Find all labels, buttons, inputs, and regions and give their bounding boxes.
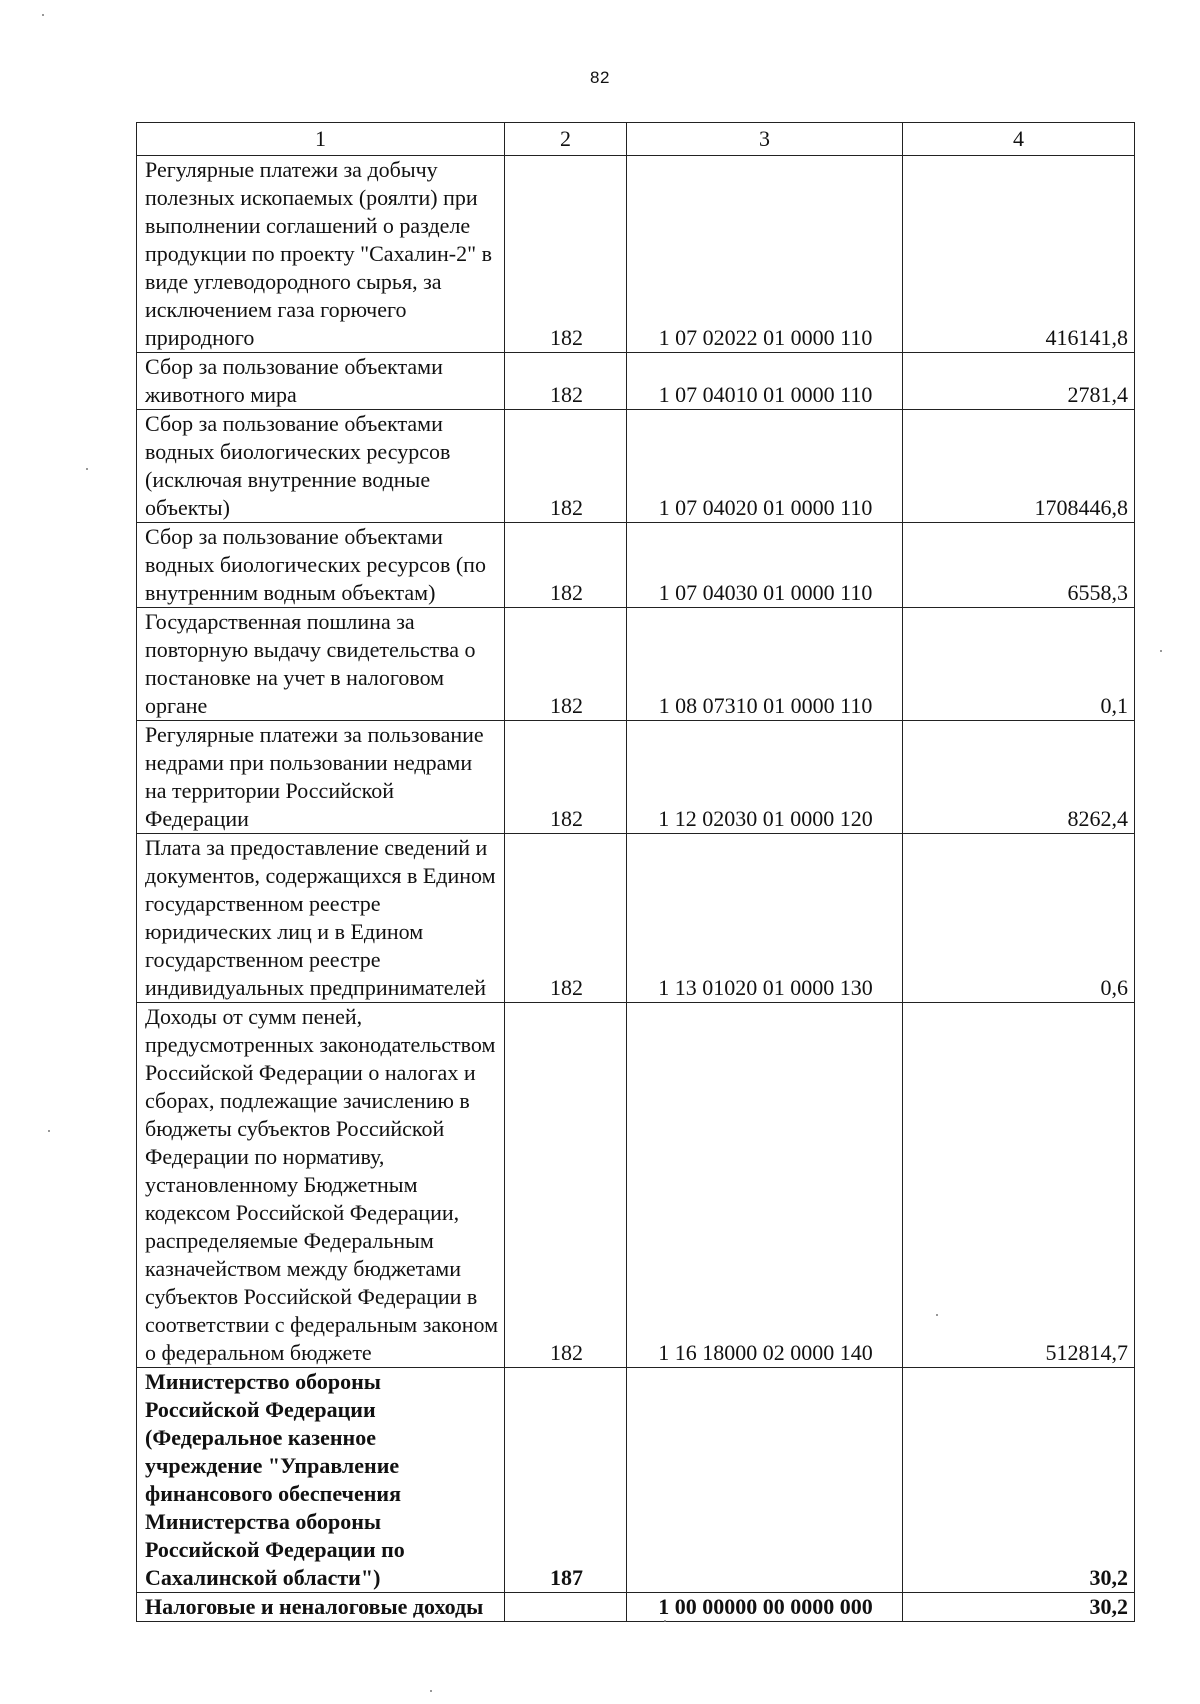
header-cell: 1 — [137, 123, 505, 156]
row-budget-code: 1 13 01020 01 0000 130 — [627, 834, 903, 1003]
header-cell: 3 — [627, 123, 903, 156]
table-header-row — [137, 123, 1135, 156]
row-admin-code: 187 — [505, 1368, 627, 1593]
header-cell: 2 — [505, 123, 627, 156]
row-admin-code: 182 — [505, 1003, 627, 1368]
table-row — [137, 156, 1135, 353]
row-admin-code — [505, 1593, 627, 1622]
scan-speck — [430, 1690, 432, 1692]
row-budget-code: 1 07 04030 01 0000 110 — [627, 523, 903, 608]
scan-speck — [936, 1314, 938, 1316]
header-cell: 4 — [903, 123, 1135, 156]
table-row — [137, 608, 1135, 721]
row-amount: 0,1 — [903, 608, 1135, 721]
row-budget-code: 1 00 00000 00 0000 000 — [627, 1593, 903, 1622]
row-description: Сбор за пользование объектами водных биологических ресурсов (по внутренним водным объектам) — [137, 523, 505, 608]
row-budget-code: 1 12 02030 01 0000 120 — [627, 721, 903, 834]
row-amount: 8262,4 — [903, 721, 1135, 834]
row-amount: 416141,8 — [903, 156, 1135, 353]
row-budget-code — [627, 1368, 903, 1593]
revenue-table — [136, 122, 1135, 1622]
row-description: Регулярные платежи за добычу полезных ископаемых (роялти) при выполнении соглашений о разделе продукции по проекту "Сахалин-2" в виде углеводородного сырья, за исключением газа горючего природного — [137, 156, 505, 353]
row-description: Государственная пошлина за повторную выдачу свидетельства о постановке на учет в налоговом органе — [137, 608, 505, 721]
row-budget-code: 1 16 18000 02 0000 140 — [627, 1003, 903, 1368]
row-description: Налоговые и неналоговые доходы — [137, 1593, 505, 1622]
row-admin-code: 182 — [505, 353, 627, 410]
row-admin-code: 182 — [505, 410, 627, 523]
row-description: Сбор за пользование объектами водных биологических ресурсов (исключая внутренние водные объекты) — [137, 410, 505, 523]
row-budget-code: 1 07 04020 01 0000 110 — [627, 410, 903, 523]
table-row — [137, 523, 1135, 608]
table-row — [137, 834, 1135, 1003]
table-row — [137, 410, 1135, 523]
table-row-total — [137, 1593, 1135, 1622]
row-description: Доходы от сумм пеней, предусмотренных законодательством Российской Федерации о налогах и сборах, подлежащие зачислению в бюджеты субъектов Российской Федерации по нормативу, установленному Бюджетным кодексом Российской Федерации, распределяемые Федеральным казначейством между бюджетами субъектов Российской Федерации в соответствии с федеральным законом о федеральном бюджете — [137, 1003, 505, 1368]
row-amount: 0,6 — [903, 834, 1135, 1003]
table-row — [137, 721, 1135, 834]
row-admin-code: 182 — [505, 523, 627, 608]
row-description: Регулярные платежи за пользование недрами при пользовании недрами на территории Российской Федерации — [137, 721, 505, 834]
scan-speck — [86, 468, 88, 470]
row-budget-code: 1 07 04010 01 0000 110 — [627, 353, 903, 410]
row-amount: 30,2 — [903, 1368, 1135, 1593]
scan-speck — [42, 14, 44, 16]
row-amount: 512814,7 — [903, 1003, 1135, 1368]
page-number: 82 — [590, 68, 610, 87]
row-budget-code: 1 08 07310 01 0000 110 — [627, 608, 903, 721]
scan-speck — [1160, 650, 1162, 652]
table-row — [137, 353, 1135, 410]
row-description: Плата за предоставление сведений и документов, содержащихся в Едином государственном реестре юридических лиц и в Едином государственном реестре индивидуальных предпринимателей — [137, 834, 505, 1003]
row-admin-code: 182 — [505, 156, 627, 353]
scan-speck — [664, 1620, 666, 1622]
row-admin-code: 182 — [505, 834, 627, 1003]
table-row-ministry — [137, 1368, 1135, 1593]
row-admin-code: 182 — [505, 721, 627, 834]
row-amount: 2781,4 — [903, 353, 1135, 410]
row-amount: 6558,3 — [903, 523, 1135, 608]
row-amount: 30,2 — [903, 1593, 1135, 1622]
row-budget-code: 1 07 02022 01 0000 110 — [627, 156, 903, 353]
scan-speck — [48, 1130, 50, 1132]
row-description: Министерство обороны Российской Федерации (Федеральное казенное учреждение "Управление финансового обеспечения Министерства обороны Российской Федерации по Сахалинской области") — [137, 1368, 505, 1593]
row-admin-code: 182 — [505, 608, 627, 721]
row-description: Сбор за пользование объектами животного мира — [137, 353, 505, 410]
row-amount: 1708446,8 — [903, 410, 1135, 523]
table-row — [137, 1003, 1135, 1368]
